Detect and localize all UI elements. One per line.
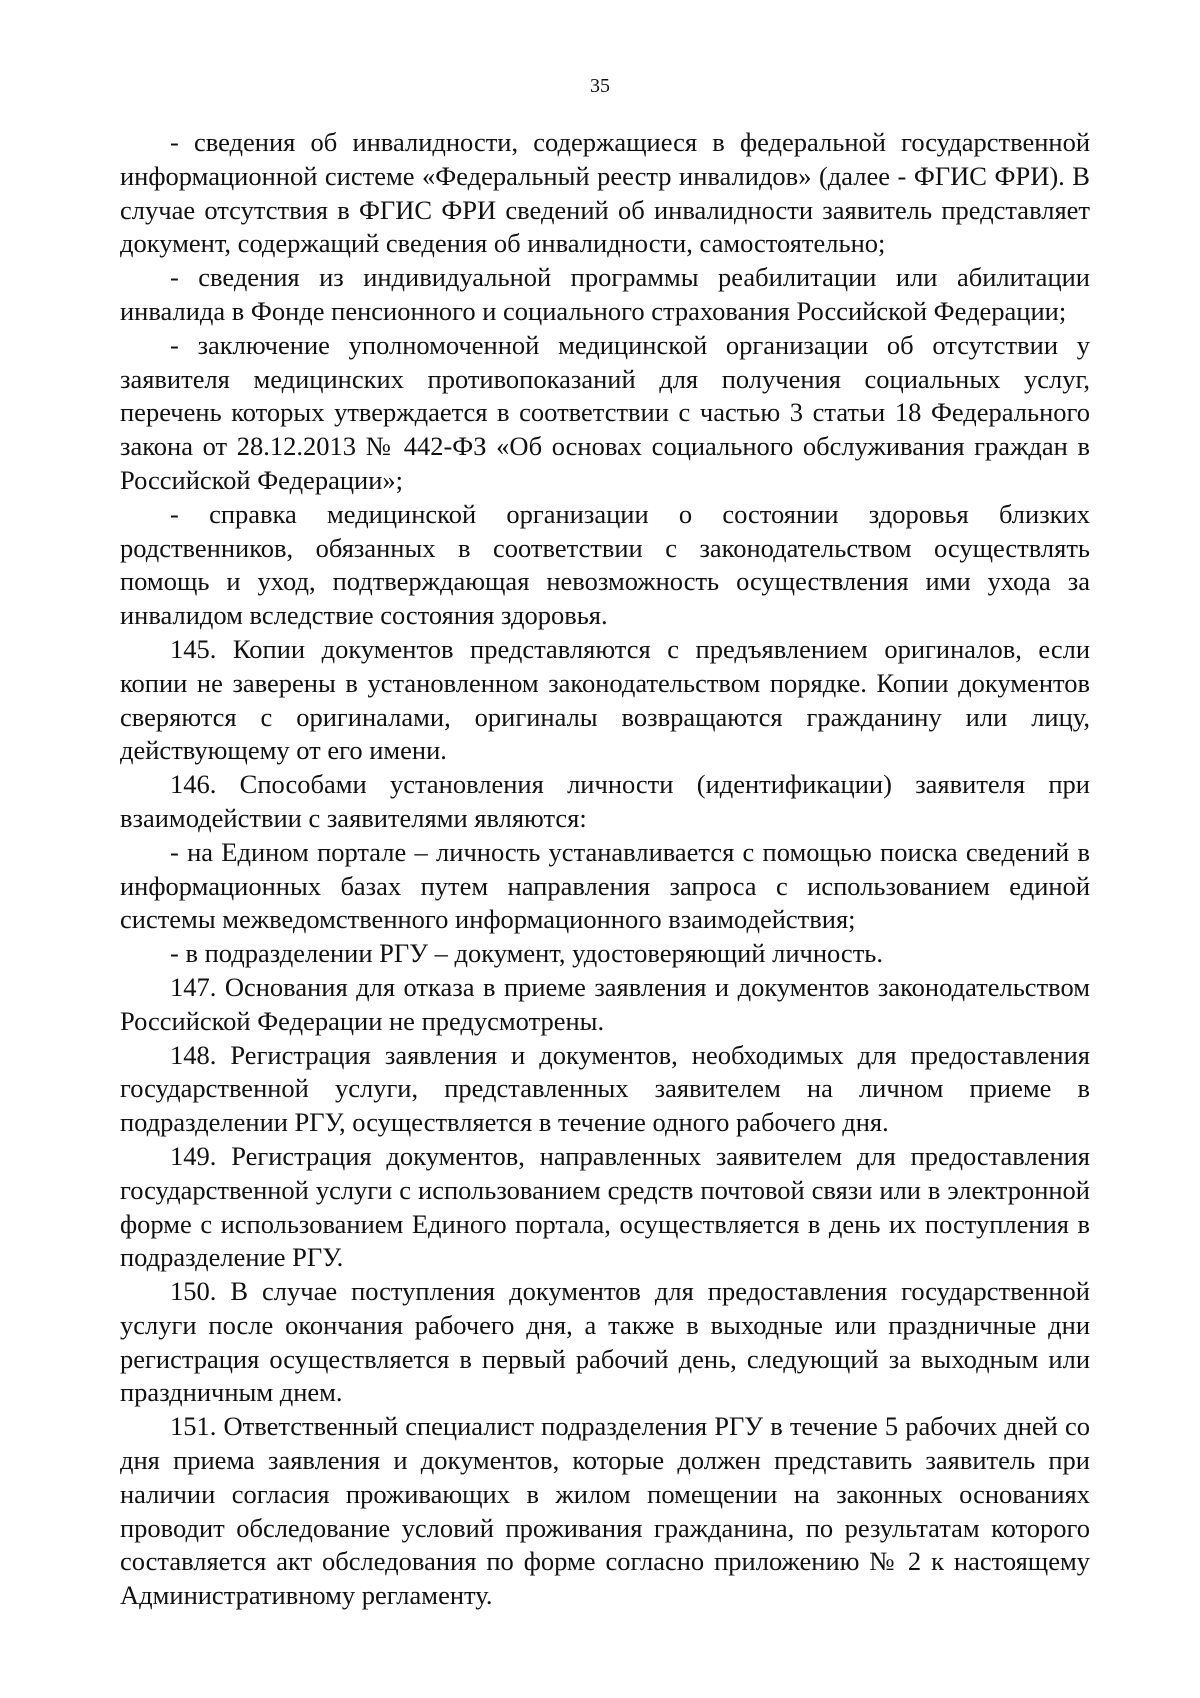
paragraph-146: 146. Способами установления личности (идентификации) заявителя при взаимодействии с заявителями являются: [120, 769, 1090, 833]
paragraph-149: 149. Регистрация документов, направленных заявителем для предоставления государственной услуги с использованием средств почтовой связи или в электронной форме с использованием Единого портала, осуществляется в день их поступления в подразделение РГУ. [120, 1140, 1090, 1273]
paragraph-medical-conclusion: - заключение уполномоченной медицинской организации об отсутствии у заявителя медицинских противопоказаний для получения социальных услуг, перечень которых утверждается в соответствии с частью 3 статьи 18 Федерального закона от 28.12.2013 № 442-ФЗ «Об основах социального обслуживания граждан в Российской Федерации»; [120, 329, 1090, 495]
paragraph-identification-rgu: - в подразделении РГУ – документ, удостоверяющий личность. [170, 938, 883, 969]
paragraph-148: 148. Регистрация заявления и документов, необходимых для предоставления государственной услуги, представленных заявителем на личном приеме в подразделении РГУ, осуществляется в течение одного рабочего дня. [120, 1039, 1090, 1138]
paragraph-147: 147. Основания для отказа в приеме заявления и документов законодательством Российской Федерации не предусмотрены. [120, 971, 1090, 1036]
paragraph-150: 150. В случае поступления документов для предоставления государственной услуги после окончания рабочего дня, а также в выходные или праздничные дни регистрация осуществляется в первый рабочий день, следующий за выходным или праздничным днем. [120, 1276, 1090, 1408]
paragraph-relatives-health-certificate: - справка медицинской организации о состоянии здоровья близких родственников, обязанных в соответствии с законодательством осуществлять помощь и уход, подтверждающая невозможность осуществления ими ухода за инвалидом вследствие состояния здоровья. [120, 498, 1090, 631]
paragraph-identification-unified-portal: - на Едином портале – личность устанавливается с помощью поиска сведений в информационных базах путем направления запроса с использованием единой системы межведомственного информационного взаимодействия; [120, 836, 1090, 935]
paragraph-145: 145. Копии документов представляются с предъявлением оригиналов, если копии не заверены в установленном законодательством порядке. Копии документов сверяются с оригиналами, оригиналы возвращаются гражданину или лицу, действующему от его имени. [120, 633, 1090, 766]
page-number: 35 [590, 75, 610, 97]
document-body [120, 126, 1090, 1613]
paragraph-rehabilitation-program: - сведения из индивидуальной программы реабилитации или абилитации инвалида в Фонде пенсионного и социального страхования Российской Федерации; [120, 262, 1090, 326]
paragraph-151: 151. Ответственный специалист подразделения РГУ в течение 5 рабочих дней со дня приема заявления и документов, которые должен представить заявитель при наличии согласия проживающих в жилом помещении на законных основаниях проводит обследование условий проживания гражданина, по результатам которого составляется акт обследования по форме согласно приложению № 2 к настоящему Административному регламенту. [120, 1411, 1090, 1611]
paragraph-fgis-fri-disability-info: - сведения об инвалидности, содержащиеся в федеральной государственной информационной системе «Федеральный реестр инвалидов» (далее - ФГИС ФРИ). В случае отсутствия в ФГИС ФРИ сведений об инвалидности заявитель представляет документ, содержащий сведения об инвалидности, самостоятельно; [120, 127, 1090, 259]
